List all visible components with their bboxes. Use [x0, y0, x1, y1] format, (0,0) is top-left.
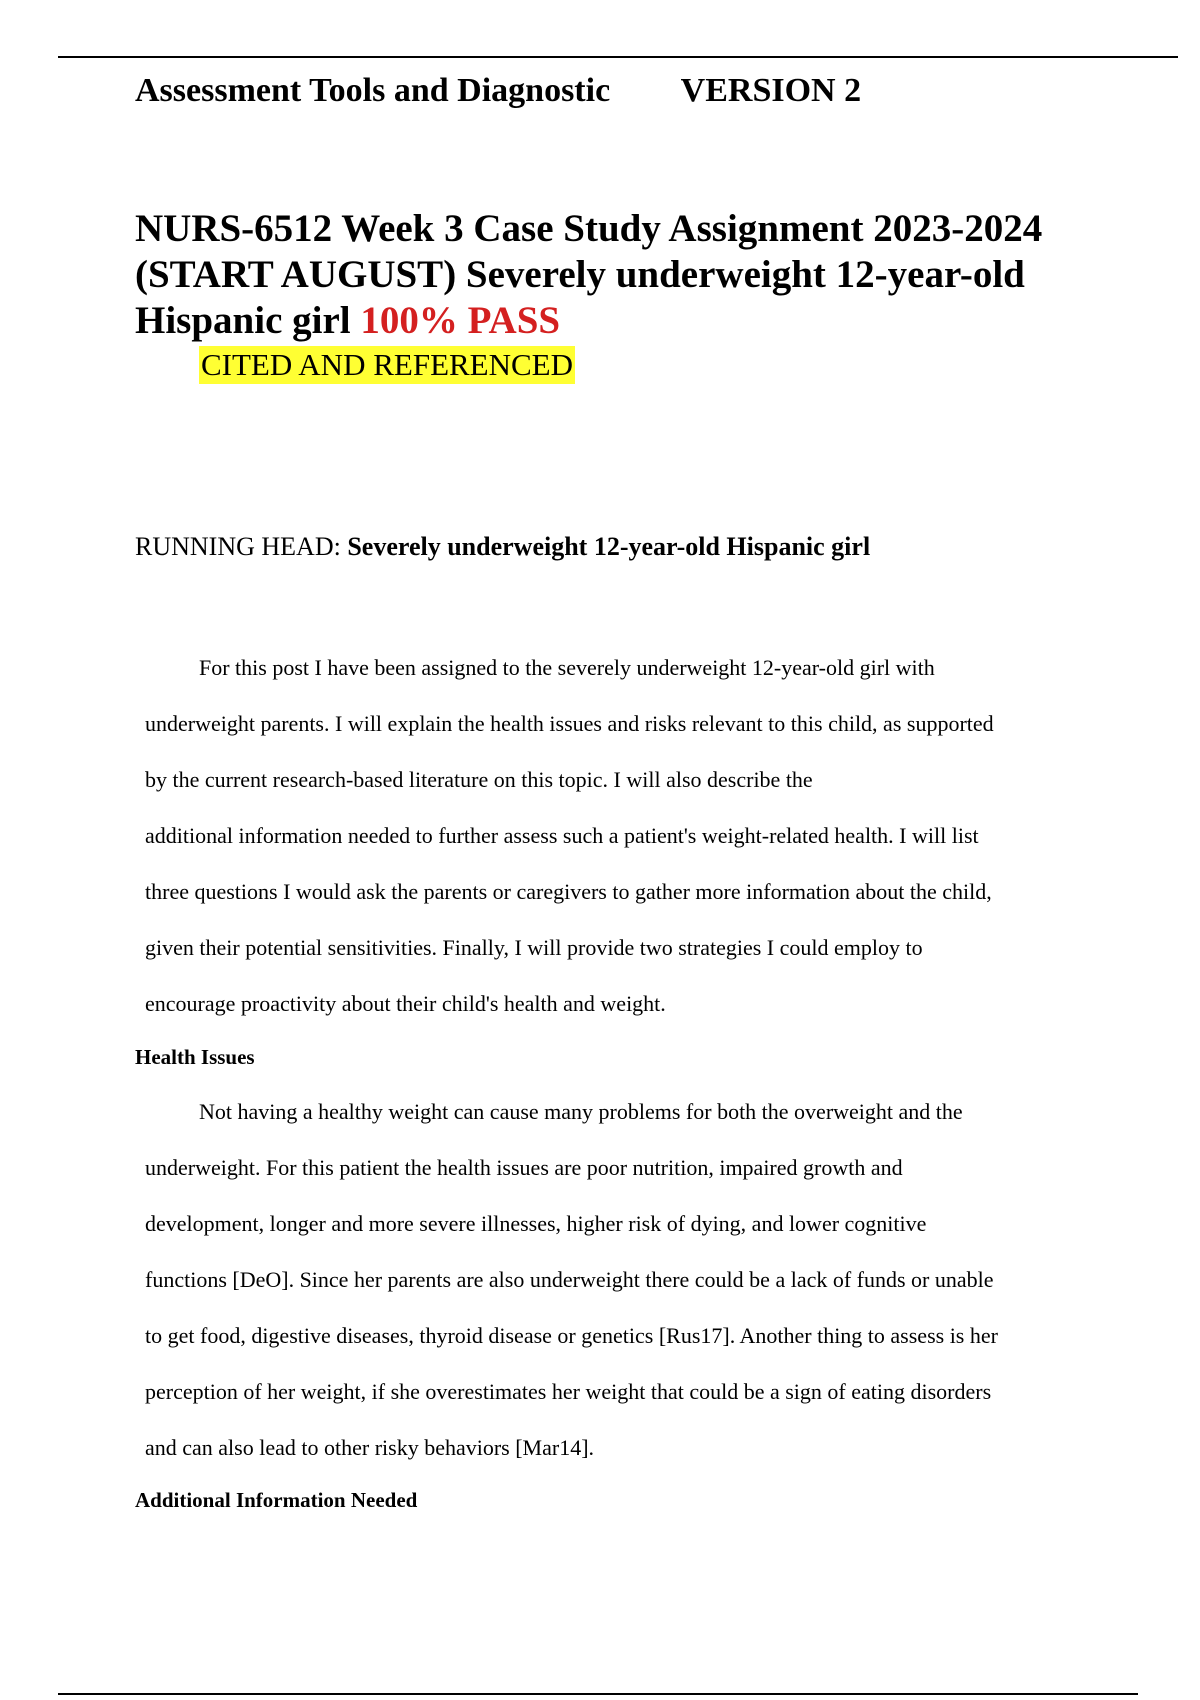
version-label: VERSION 2	[680, 72, 862, 109]
paragraph-line: encourage proactivity about their child's health and weight.	[145, 991, 666, 1016]
title-main: NURS-6512 Week 3 Case Study Assignment 2023-2024 (START AUGUST) Severely underweight 12-year-old Hispanic girl	[135, 207, 1043, 342]
running-head-text: Severely underweight 12-year-old Hispanic girl	[347, 532, 871, 561]
paragraph-line: three questions I would ask the parents or caregivers to gather more information about the child,	[145, 879, 992, 904]
intro-paragraph	[145, 640, 1095, 1032]
section-heading-health-issues: Health Issues	[135, 1045, 255, 1069]
paragraph-line: by the current research-based literature on this topic. I will also describe the	[145, 767, 813, 792]
bottom-rule	[58, 1693, 1138, 1695]
document-title	[135, 206, 1135, 344]
paragraph-line: development, longer and more severe illnesses, higher risk of dying, and lower cognitive	[145, 1211, 927, 1236]
paragraph-line: and can also lead to other risky behaviors [Mar14].	[145, 1435, 595, 1460]
paragraph-line: underweight parents. I will explain the health issues and risks relevant to this child, as supported	[145, 711, 994, 736]
header-title: Assessment Tools and Diagnostic	[135, 72, 611, 109]
paragraph-line: given their potential sensitivities. Finally, I will provide two strategies I could employ to	[145, 935, 923, 960]
top-rule	[58, 56, 1178, 58]
paragraph-line: to get food, digestive diseases, thyroid disease or genetics [Rus17]. Another thing to assess is her	[145, 1323, 998, 1348]
section-heading-additional-information: Additional Information Needed	[135, 1488, 418, 1512]
paragraph-line: additional information needed to further assess such a patient's weight-related health. I will list	[145, 823, 979, 848]
paragraph-line: For this post I have been assigned to the severely underweight 12-year-old girl with	[199, 655, 935, 680]
paragraph-line: perception of her weight, if she overestimates her weight that could be a sign of eating disorders	[145, 1379, 992, 1404]
paragraph-line: Not having a healthy weight can cause many problems for both the overweight and the	[199, 1099, 963, 1124]
paragraph-line: functions [DeO]. Since her parents are also underweight there could be a lack of funds or unable	[145, 1267, 994, 1292]
health-issues-paragraph	[145, 1084, 1095, 1476]
pass-highlight: 100% PASS	[360, 299, 561, 342]
document-header	[135, 72, 861, 110]
paragraph-line: underweight. For this patient the health issues are poor nutrition, impaired growth and	[145, 1155, 903, 1180]
cited-referenced-badge: CITED AND REFERENCED	[201, 347, 573, 382]
running-head	[135, 532, 870, 562]
running-head-label: RUNNING HEAD:	[135, 532, 341, 561]
